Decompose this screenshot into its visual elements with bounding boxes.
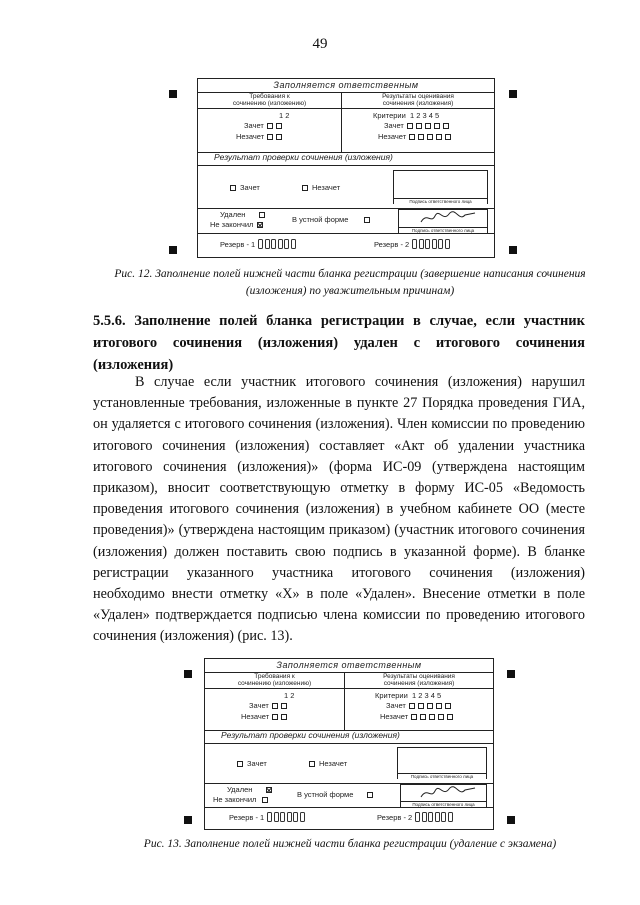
registration-marker xyxy=(507,816,515,824)
checkbox[interactable] xyxy=(436,134,442,140)
signature-caption: Подпись ответственного лица xyxy=(399,227,487,233)
registration-marker xyxy=(169,246,177,254)
checkbox[interactable] xyxy=(445,134,451,140)
checkbox[interactable] xyxy=(409,703,415,709)
signature-caption: Подпись ответственного лица xyxy=(401,801,486,807)
form-titles-row xyxy=(198,92,494,109)
body-paragraph: В случае если участник итогового сочинения (изложения) нарушил установленные требования, изложенные в пункте 27 Порядка проведения ГИА, он удаляется с итогового сочинения (изложения). Член комиссии по проведению итогового сочинения (изложения) составляет «Акт об удалении участника итогового сочинения (изложения)» (форма ИС-09 (утверждена настоящим приказом), вносит соответствующую отметку в форму ИС-05 «Ведомость проведения итогового сочинения (изложения) в учебном кабинете ОО (месте проведения)» (утверждена настоящим приказом) (участник итогового сочинения (изложения) должен поставить свою подпись в указанной форме). В бланке регистрации указанного участника итогового сочинения (изложения) необходимо внести отметку «X» в поле «Удален». Внесение отметки в поле «Удален» подтверждается подписью члена комиссии по проведению итогового сочинения (изложения) (рис. 13). xyxy=(93,374,585,645)
form-marks-row xyxy=(198,108,494,153)
result-title-row xyxy=(205,730,493,744)
checkbox[interactable] xyxy=(427,134,433,140)
result-nezachet: Незачет xyxy=(302,183,340,192)
signature-box[interactable] xyxy=(393,170,488,204)
checkbox[interactable] xyxy=(445,703,451,709)
registration-marker xyxy=(184,816,192,824)
signature-box[interactable] xyxy=(397,747,487,779)
checkbox[interactable] xyxy=(237,761,243,767)
checkbox[interactable] xyxy=(438,714,444,720)
reserve-2-digits[interactable] xyxy=(412,239,451,251)
page-number: 49 xyxy=(312,36,328,52)
reserve-2-digits[interactable] xyxy=(415,812,454,824)
registration-marker xyxy=(509,246,517,254)
checkbox[interactable] xyxy=(429,714,435,720)
reserve-row xyxy=(205,807,493,829)
checkbox[interactable] xyxy=(267,123,273,129)
result-zachet: Зачет xyxy=(230,183,260,192)
reserve-1-digits[interactable] xyxy=(267,812,306,824)
checkbox[interactable] xyxy=(416,123,422,129)
checkbox[interactable] xyxy=(443,123,449,129)
criteria-row xyxy=(373,111,439,120)
result-zachet: Зачет xyxy=(237,759,267,768)
checkbox[interactable] xyxy=(447,714,453,720)
checkbox[interactable] xyxy=(418,703,424,709)
checkbox[interactable] xyxy=(309,761,315,767)
reserve-1: Резерв - 1 xyxy=(220,239,297,251)
reserve-2: Резерв - 2 xyxy=(377,812,454,824)
checkbox[interactable] xyxy=(409,134,415,140)
zachet-row: Зачет xyxy=(386,701,451,710)
result-title: Результат проверки сочинения (изложения) xyxy=(221,730,400,740)
section-title: Заполнение полей бланка регистрации в случае, если участник итогового сочинения (изложения) удален с итогового сочинения (изложения) xyxy=(93,313,586,373)
section-number: 5.5.6. xyxy=(93,313,126,329)
oral-form-field: В устной форме xyxy=(297,790,373,799)
nezachet-row xyxy=(236,132,282,141)
requirements-title: Требования к сочинению (изложению) xyxy=(232,93,307,107)
removed-row xyxy=(205,783,493,808)
requirement-numbers: 1 2 xyxy=(284,691,295,700)
result-title: Результат проверки сочинения (изложения) xyxy=(214,152,393,162)
result-row xyxy=(205,743,493,784)
form-marks-row xyxy=(205,688,493,731)
checkbox[interactable] xyxy=(418,134,424,140)
checkbox-not-finished[interactable] xyxy=(262,797,268,803)
zachet-row: Зачет xyxy=(249,701,287,710)
zachet-label: Зачет xyxy=(244,121,264,130)
criteria-numbers: 1 2 3 4 5 xyxy=(409,111,440,120)
checkbox[interactable] xyxy=(272,703,278,709)
checkbox[interactable] xyxy=(427,703,433,709)
checkbox[interactable] xyxy=(276,134,282,140)
signature-box[interactable] xyxy=(398,209,488,233)
result-row xyxy=(198,165,494,209)
not-finished-field: Не закончил xyxy=(213,795,268,804)
checkbox[interactable] xyxy=(272,714,278,720)
nezachet-label: Незачет xyxy=(236,132,265,141)
reserve-1: Резерв - 1 xyxy=(229,812,306,824)
criteria-label: Критерии xyxy=(373,111,406,120)
checkbox[interactable] xyxy=(302,185,308,191)
removed-field: Удален xyxy=(227,785,272,794)
signature-caption: Подпись ответственного лица xyxy=(394,198,487,204)
checkbox-oral[interactable] xyxy=(367,792,373,798)
checkbox-not-finished[interactable] xyxy=(257,222,263,228)
result-nezachet: Незачет xyxy=(309,759,347,768)
zachet-row xyxy=(244,121,282,130)
signature-box[interactable] xyxy=(400,784,487,807)
oral-form-field: В устной форме xyxy=(292,215,370,224)
checkbox[interactable] xyxy=(420,714,426,720)
form-titles-row xyxy=(205,672,493,689)
removed-field: Удален xyxy=(220,210,265,219)
checkbox[interactable] xyxy=(281,703,287,709)
checkbox-removed[interactable] xyxy=(259,212,265,218)
result-title-row xyxy=(198,152,494,166)
section-heading xyxy=(93,310,585,376)
registration-marker xyxy=(184,670,192,678)
checkbox[interactable] xyxy=(436,703,442,709)
registration-marker xyxy=(509,90,517,98)
form-header: Заполняется ответственным xyxy=(205,659,493,673)
checkbox[interactable] xyxy=(411,714,417,720)
removed-row xyxy=(198,208,494,234)
checkbox-removed[interactable] xyxy=(266,787,272,793)
nezachet-row: Незачет xyxy=(380,712,453,721)
requirements-title: Требования к сочинению (изложению) xyxy=(237,673,312,687)
checkbox[interactable] xyxy=(434,123,440,129)
requirement-numbers: 1 2 xyxy=(279,111,290,120)
signature-icon xyxy=(419,210,479,226)
reserve-2: Резерв - 2 xyxy=(374,239,451,251)
checkbox-oral[interactable] xyxy=(364,217,370,223)
not-finished-field: Не закончил xyxy=(210,220,263,229)
checkbox[interactable] xyxy=(230,185,236,191)
nezachet-row: Незачет xyxy=(241,712,287,721)
results-title: Результаты оценивания сочинения (изложения) xyxy=(383,673,455,687)
registration-form-figure-12 xyxy=(197,78,495,258)
signature-caption: Подпись ответственного лица xyxy=(398,773,486,779)
results-title: Результаты оценивания сочинения (изложения) xyxy=(382,93,454,107)
form-header: Заполняется ответственным xyxy=(198,79,494,93)
registration-marker xyxy=(169,90,177,98)
checkbox[interactable] xyxy=(407,123,413,129)
criteria-row: Критерии 1 2 3 4 5 xyxy=(375,691,442,700)
registration-form-figure-13 xyxy=(204,658,494,830)
figure-13-caption: Рис. 13. Заполнение полей нижней части бланка регистрации (удаление с экзамена) xyxy=(143,838,557,850)
signature-icon xyxy=(419,785,479,801)
reserve-1-digits[interactable] xyxy=(258,239,297,251)
checkbox[interactable] xyxy=(267,134,273,140)
figure-12-caption: Рис. 12. Заполнение полей нижней части бланка регистрации (завершение написания сочинения (изложения) по уважительным причинам) xyxy=(114,268,586,297)
registration-marker xyxy=(507,670,515,678)
zachet-row: Зачет xyxy=(384,121,449,130)
nezachet-row: Незачет xyxy=(378,132,451,141)
checkbox[interactable] xyxy=(276,123,282,129)
reserve-row xyxy=(198,233,494,257)
checkbox[interactable] xyxy=(425,123,431,129)
checkbox[interactable] xyxy=(281,714,287,720)
